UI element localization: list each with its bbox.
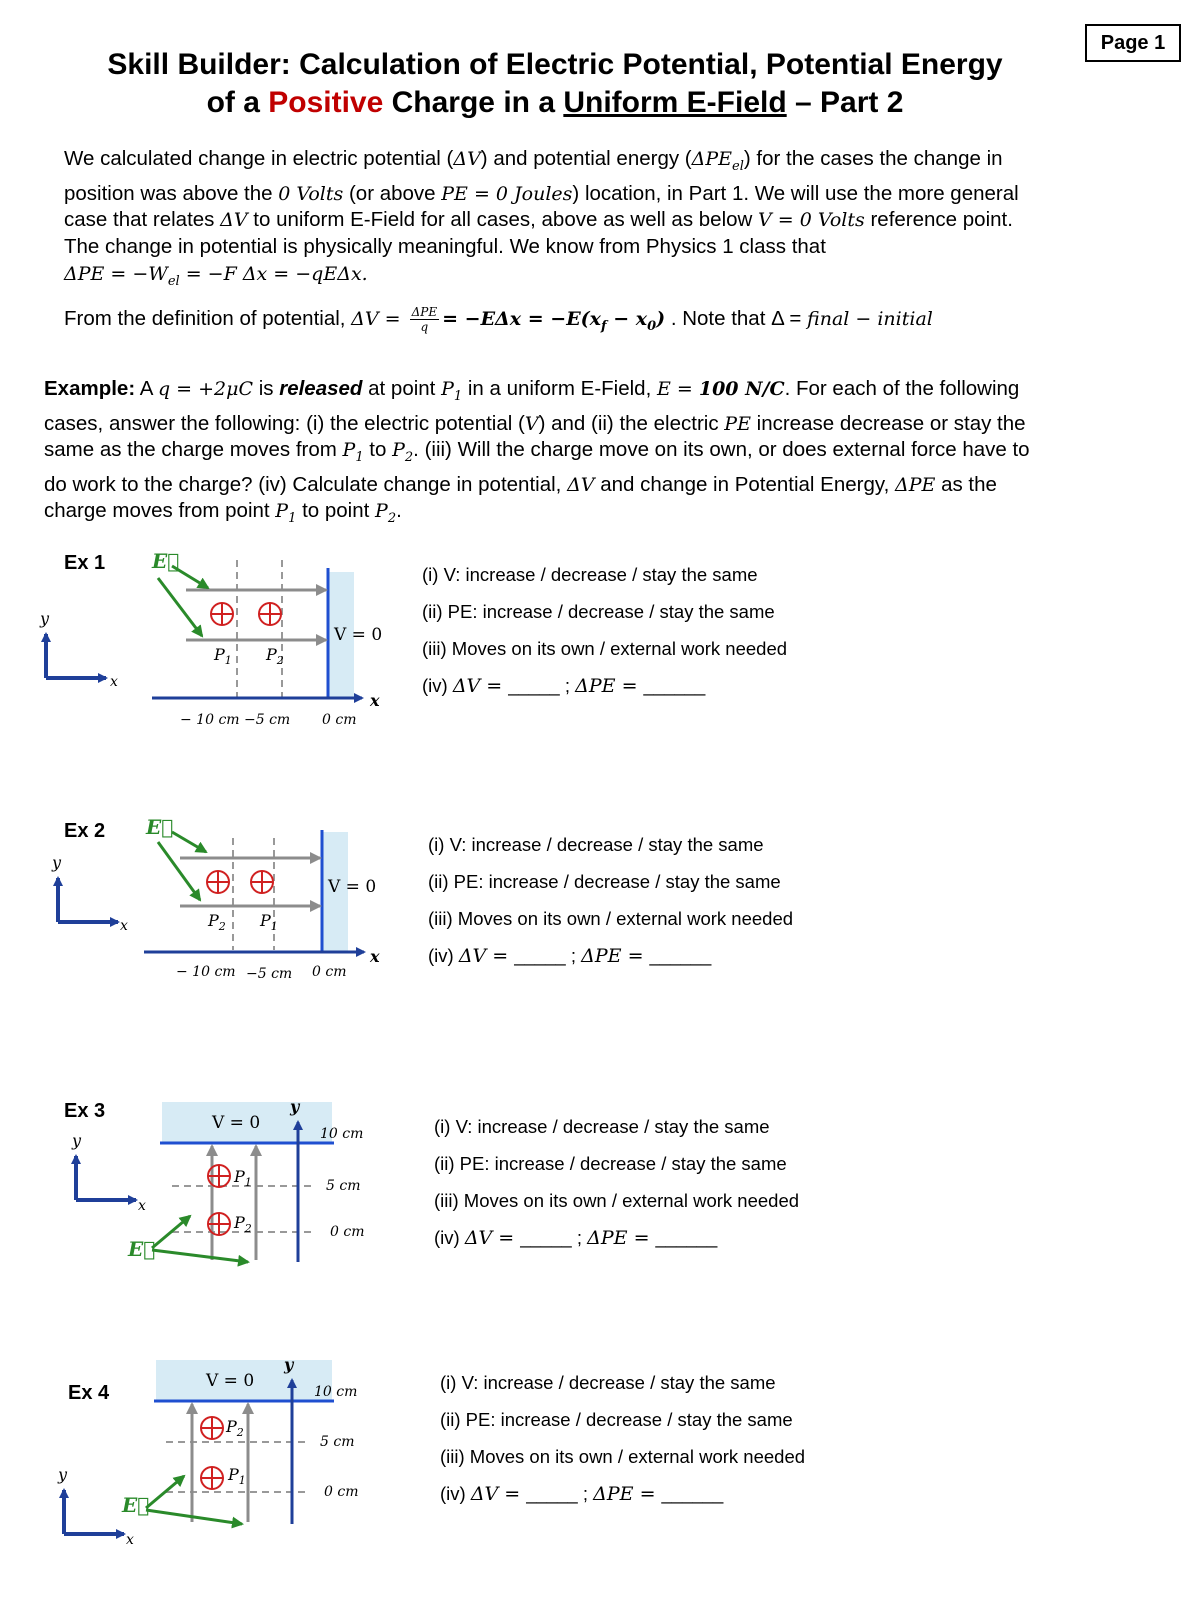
ex1-p1-label: $P_1$ (214, 645, 232, 667)
title-uniform-efield: Uniform E-Field (563, 86, 787, 119)
ex2-label: Ex 2 (64, 820, 106, 842)
example-label: Example: (44, 377, 136, 400)
equation-delta-v: From the definition of potential, ΔV = $\frac{\text{ΔPE}}{q}$ = $-E\Delta x = -E(x_f - x_0)$ . Note that Δ = final − initial (64, 305, 933, 335)
ex2-charge-p2 (207, 871, 229, 893)
ex3-label: Ex 3 (64, 1100, 106, 1122)
ex2-e-label: E⃗ (146, 815, 174, 839)
ex3-coord-y-label: y (72, 1131, 82, 1150)
ex1-tick-m5: −5 cm (244, 712, 291, 728)
page-number-box: Page 1 (1085, 24, 1181, 62)
ex2-charge-p1 (251, 871, 273, 893)
ex1-charge-p2 (259, 603, 281, 625)
ex3-y-label: y (290, 1097, 300, 1116)
ex2-e-arrow-short (172, 832, 206, 852)
ex4-coord-x-label: x (126, 1532, 134, 1548)
ex2-coord-y-label: y (52, 853, 62, 872)
ex3-diagram (71, 1097, 364, 1262)
ex2-coord-x-label: x (120, 918, 128, 934)
ex4-v0-label: V = 0 (206, 1371, 255, 1391)
ex1-x-label: x (370, 691, 380, 710)
ex2-v0-label: V = 0 (328, 877, 377, 897)
ex4-p1-label: $P_1$ (228, 1465, 246, 1487)
ex1-label: Ex 1 (64, 552, 106, 574)
fraction-dpe-over-q: $\frac{\text{ΔPE}}{q}$ (411, 305, 438, 334)
ex1-charge-p1 (211, 603, 233, 625)
ex4-tick-10: 10 cm (314, 1384, 358, 1400)
ex4-tick-0: 0 cm (324, 1484, 359, 1500)
ex2-e-arrow-long (158, 842, 200, 900)
ex1-coord-x-label: x (110, 674, 118, 690)
ex3-p2-label: $P_2$ (234, 1213, 252, 1235)
equation-delta-pe: $\Delta PE = -W_{el} = -F$ Δx = −qEΔx. (64, 263, 368, 290)
ex1-tick-0: 0 cm (322, 712, 357, 728)
ex4-y-label: y (284, 1355, 294, 1374)
ex3-charge-p1 (208, 1165, 230, 1187)
page-title-line-2: of a Positive Charge in a Uniform E-Field – Part 2 (206, 86, 904, 119)
ex1-e-label: E⃗ (152, 549, 180, 573)
ex3-tick-5: 5 cm (326, 1178, 361, 1194)
ex1-tick-m10: − 10 cm (180, 712, 240, 728)
page-title-line-1: Skill Builder: Calculation of Electric Potential, Potential Energy (107, 48, 1003, 81)
ex3-v0-label: V = 0 (212, 1113, 261, 1133)
ex2-p1-label: $P_1$ (260, 911, 278, 933)
ex4-coord-y-label: y (58, 1465, 68, 1484)
ex3-e-arrow-right (152, 1250, 248, 1262)
ex4-tick-5: 5 cm (320, 1434, 355, 1450)
intro-paragraph: We calculated change in electric potential (ΔV) and potential energy $(\Delta PE_{el})$ for the cases the change in position was above the 0 Volts (or above PE = 0 Joules) location, in Part 1. We will use the more general case that relates ΔV to uniform E-Field for all cases, above as well as below V = 0 Volts reference point. The change in potential is physically meaningful. We know from Physics 1 class that (64, 147, 1019, 258)
ex1-questions: (i) V: increase / decrease / stay the same (ii) PE: increase / decrease / stay the same (iii) Moves on its own / external work needed (iv) ΔV = _____ ; ΔPE = ______ (422, 564, 788, 697)
ex4-charge-p1 (201, 1467, 223, 1489)
ex1-v0-label: V = 0 (334, 625, 383, 645)
ex3-charge-p2 (208, 1213, 230, 1235)
ex4-e-label: E⃗ (122, 1493, 150, 1517)
ex2-tick-m10: − 10 cm (176, 964, 236, 980)
ex1-coord-y-label: y (40, 609, 50, 628)
ex3-tick-0: 0 cm (330, 1224, 365, 1240)
ex4-questions: (i) V: increase / decrease / stay the same (ii) PE: increase / decrease / stay the same (iii) Moves on its own / external work needed (iv) ΔV = _____ ; ΔPE = ______ (440, 1372, 806, 1505)
ex3-p1-label: $P_1$ (234, 1167, 252, 1189)
ex2-p2-label: $P_2$ (208, 911, 226, 933)
ex3-questions: (i) V: increase / decrease / stay the same (ii) PE: increase / decrease / stay the same (iii) Moves on its own / external work needed (iv) ΔV = _____ ; ΔPE = ______ (434, 1116, 800, 1249)
ex3-coord-x-label: x (138, 1198, 146, 1214)
ex4-charge-p2 (201, 1417, 223, 1439)
ex4-e-arrow-right (146, 1510, 242, 1524)
ex3-e-label: E⃗ (128, 1237, 156, 1261)
title-positive-word: Positive (268, 86, 384, 119)
ex2-diagram (51, 815, 380, 982)
ex2-tick-0: 0 cm (312, 964, 347, 980)
ex3-tick-10: 10 cm (320, 1126, 364, 1142)
ex1-p2-label: $P_2$ (266, 645, 284, 667)
ex2-x-label: x (370, 947, 380, 966)
ex4-diagram (57, 1355, 358, 1548)
ex2-questions: (i) V: increase / decrease / stay the same (ii) PE: increase / decrease / stay the same (iii) Moves on its own / external work needed (iv) ΔV = _____ ; ΔPE = ______ (428, 834, 794, 967)
ex4-p2-label: $P_2$ (226, 1417, 244, 1439)
ex1-e-arrow-long (158, 578, 202, 636)
ex4-label: Ex 4 (68, 1382, 110, 1404)
example-paragraph: Example: A q = +2μC is released at point $P_1$ in a uniform E-Field, E = 100 N/C. For each of the following cases, answer the following: (i) the electric potential (V) and (ii) the electric PE increase decrease or stay the same as the charge moves from $P_1$ to $P_2$. (iii) Will the charge move on its own, or does external force have to do work to the charge? (iv) Calculate change in potential, ΔV and change in Potential Energy, ΔPE as the charge moves from point $P_1$ to point $P_2$. (44, 377, 1030, 527)
ex1-diagram (39, 549, 382, 728)
ex2-tick-m5: −5 cm (246, 966, 293, 982)
